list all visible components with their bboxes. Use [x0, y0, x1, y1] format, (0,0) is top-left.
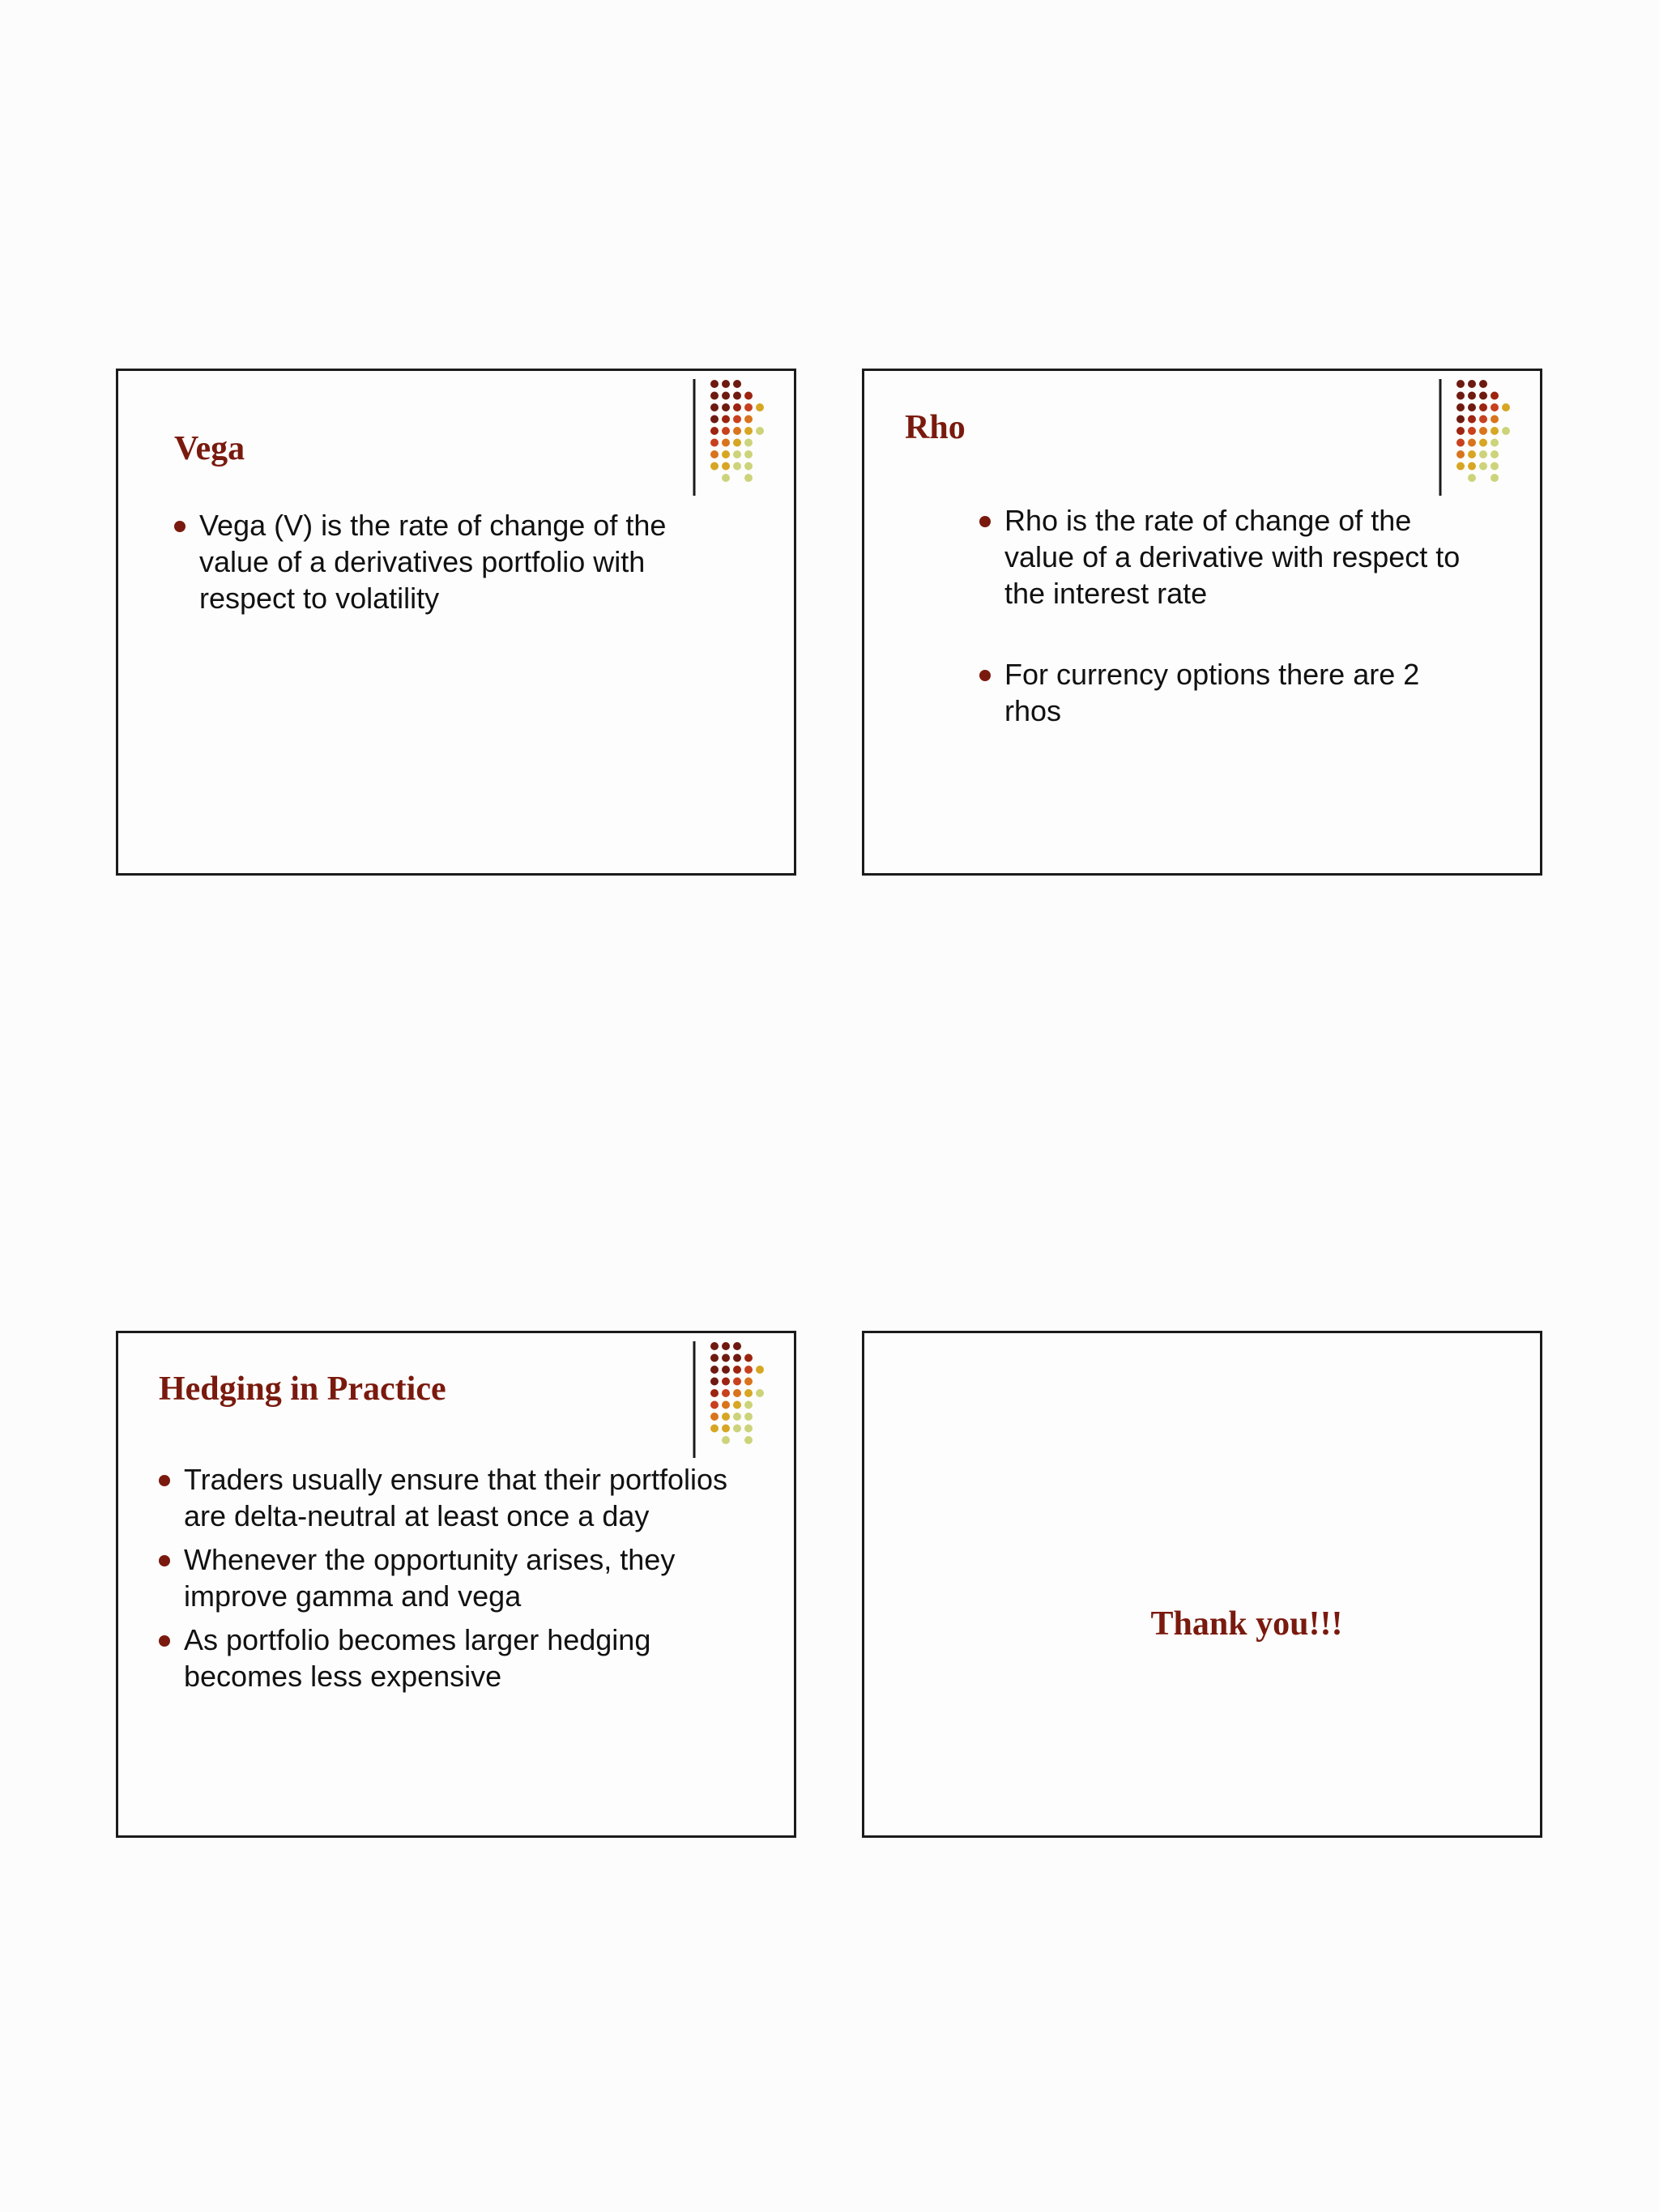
decoration-dot — [1479, 462, 1487, 471]
decoration-dot — [722, 416, 730, 424]
decoration-dot — [744, 416, 753, 424]
decoration-dot — [722, 1342, 730, 1350]
decoration-dot — [710, 1378, 719, 1386]
decoration-dot — [722, 1401, 730, 1409]
decoration-dot — [1456, 427, 1465, 435]
dot-grid-decoration-icon — [692, 1341, 781, 1458]
bullet-item — [174, 507, 709, 616]
decoration-dot — [744, 474, 753, 482]
bullet-item — [159, 1622, 758, 1694]
decoration-dot — [722, 1354, 730, 1362]
bullet-dot-icon — [174, 521, 186, 532]
decoration-dot — [733, 416, 741, 424]
decoration-dot — [744, 439, 753, 447]
decoration-dot — [1456, 439, 1465, 447]
decoration-dot — [1468, 392, 1476, 400]
decoration-dot — [733, 1413, 741, 1421]
bullet-text: Traders usually ensure that their portfolios are delta-neutral at least once a day — [184, 1463, 727, 1532]
decoration-dot — [733, 462, 741, 471]
decoration-dot — [744, 427, 753, 435]
decoration-dot — [733, 1401, 741, 1409]
decoration-dot — [710, 1354, 719, 1362]
decoration-dot — [1502, 427, 1510, 435]
slide-title: Rho — [905, 409, 966, 446]
bullet-dot-icon — [979, 516, 991, 527]
decoration-dot — [756, 1389, 764, 1397]
bullet-dot-icon — [159, 1635, 170, 1647]
decoration-dot — [1468, 380, 1476, 388]
bullet-item — [979, 656, 1465, 729]
decoration-dot — [710, 1413, 719, 1421]
decoration-dot — [710, 416, 719, 424]
decoration-dot — [722, 474, 730, 482]
decoration-dot — [744, 1413, 753, 1421]
decoration-dot — [1468, 474, 1476, 482]
decoration-dot — [710, 462, 719, 471]
closing-text: Thank you!!! — [1150, 1605, 1343, 1643]
decoration-dot — [733, 1354, 741, 1362]
decoration-dot — [744, 462, 753, 471]
decoration-dot — [744, 1354, 753, 1362]
bullet-text: For currency options there are 2 rhos — [1004, 658, 1420, 727]
decoration-dot — [722, 1378, 730, 1386]
decoration-dot — [1456, 392, 1465, 400]
slide-title: Vega — [174, 430, 245, 467]
bullet-text: Whenever the opportunity arises, they improve gamma and vega — [184, 1543, 676, 1613]
dot-grid-decoration-icon — [692, 379, 781, 496]
bullet-text: Vega (V) is the rate of change of the value of a derivatives portfolio with respect to volatility — [199, 509, 667, 615]
decoration-dot — [722, 439, 730, 447]
decoration-dot — [1468, 450, 1476, 458]
decoration-dot — [710, 1366, 719, 1374]
decoration-dot — [710, 403, 719, 411]
decoration-dot — [1502, 403, 1510, 411]
bullet-text: As portfolio becomes larger hedging becomes less expensive — [184, 1623, 651, 1693]
decoration-dot — [722, 462, 730, 471]
decoration-dot — [710, 380, 719, 388]
decoration-dot — [744, 1425, 753, 1433]
decoration-dot — [756, 1366, 764, 1374]
decoration-dot — [733, 427, 741, 435]
decoration-dot — [710, 1401, 719, 1409]
decoration-dot — [1491, 474, 1499, 482]
decoration-dot — [733, 1425, 741, 1433]
decoration-dot — [1479, 427, 1487, 435]
dot-grid-svg — [692, 379, 781, 496]
decoration-dot — [1468, 427, 1476, 435]
decoration-dot — [722, 1436, 730, 1444]
decoration-dot — [733, 1378, 741, 1386]
decoration-dot — [1479, 450, 1487, 458]
decoration-dot — [710, 1389, 719, 1397]
decoration-dot — [722, 1425, 730, 1433]
decoration-dot — [710, 439, 719, 447]
decoration-dot — [1491, 392, 1499, 400]
decoration-dot — [744, 1436, 753, 1444]
dot-grid-svg — [692, 1341, 781, 1458]
slide-vega — [116, 369, 796, 876]
decoration-dot — [1456, 380, 1465, 388]
decoration-dot — [1468, 439, 1476, 447]
bullet-item — [979, 502, 1465, 612]
bullet-item — [159, 1461, 758, 1534]
decoration-dot — [710, 392, 719, 400]
decoration-dot — [1479, 403, 1487, 411]
decoration-dot — [744, 1378, 753, 1386]
decoration-dot — [744, 1401, 753, 1409]
bullet-text: Rho is the rate of change of the value of a derivative with respect to the interest rate — [1004, 504, 1461, 610]
decoration-dot — [744, 1366, 753, 1374]
decoration-dot — [1456, 450, 1465, 458]
decoration-dot — [722, 427, 730, 435]
slide-hedging-in-practice — [116, 1331, 796, 1838]
bullet-list — [979, 502, 1465, 729]
decoration-dot — [1491, 416, 1499, 424]
decoration-dot — [1479, 416, 1487, 424]
decoration-dot — [722, 1366, 730, 1374]
decoration-dot — [1491, 439, 1499, 447]
decoration-dot — [733, 450, 741, 458]
decoration-dot — [722, 392, 730, 400]
decoration-dot — [733, 1366, 741, 1374]
decoration-dot — [1468, 416, 1476, 424]
decoration-dot — [722, 380, 730, 388]
decoration-dot — [1491, 450, 1499, 458]
decoration-dot — [733, 1342, 741, 1350]
decoration-dot — [733, 439, 741, 447]
decoration-dot — [722, 403, 730, 411]
decoration-dot — [733, 380, 741, 388]
bullet-list — [159, 1461, 758, 1694]
decoration-dot — [744, 403, 753, 411]
decoration-dot — [710, 1342, 719, 1350]
decoration-dot — [744, 1389, 753, 1397]
decoration-dot — [722, 1389, 730, 1397]
bullet-dot-icon — [159, 1475, 170, 1486]
slide-rho — [862, 369, 1542, 876]
decoration-dot — [1491, 403, 1499, 411]
decoration-dot — [1468, 462, 1476, 471]
bullet-dot-icon — [979, 670, 991, 681]
decoration-dot — [756, 403, 764, 411]
decoration-dot — [710, 450, 719, 458]
decoration-dot — [710, 1425, 719, 1433]
decoration-dot — [744, 392, 753, 400]
decoration-dot — [733, 403, 741, 411]
dot-grid-svg — [1438, 379, 1527, 496]
decoration-dot — [1479, 392, 1487, 400]
decoration-dot — [1456, 403, 1465, 411]
decoration-dot — [1456, 462, 1465, 471]
decoration-dot — [733, 1389, 741, 1397]
bullet-list — [174, 507, 709, 616]
decoration-dot — [1479, 439, 1487, 447]
decoration-dot — [1491, 462, 1499, 471]
decoration-dot — [744, 450, 753, 458]
dot-grid-decoration-icon — [1438, 379, 1527, 496]
decoration-dot — [756, 427, 764, 435]
slide-closing — [862, 1331, 1542, 1838]
decoration-dot — [710, 427, 719, 435]
decoration-dot — [1479, 380, 1487, 388]
bullet-item — [159, 1541, 758, 1614]
decoration-dot — [722, 450, 730, 458]
decoration-dot — [722, 1413, 730, 1421]
decoration-dot — [733, 392, 741, 400]
bullet-dot-icon — [159, 1555, 170, 1566]
decoration-dot — [1468, 403, 1476, 411]
slide-title: Hedging in Practice — [159, 1370, 446, 1408]
decoration-dot — [1456, 416, 1465, 424]
decoration-dot — [1491, 427, 1499, 435]
